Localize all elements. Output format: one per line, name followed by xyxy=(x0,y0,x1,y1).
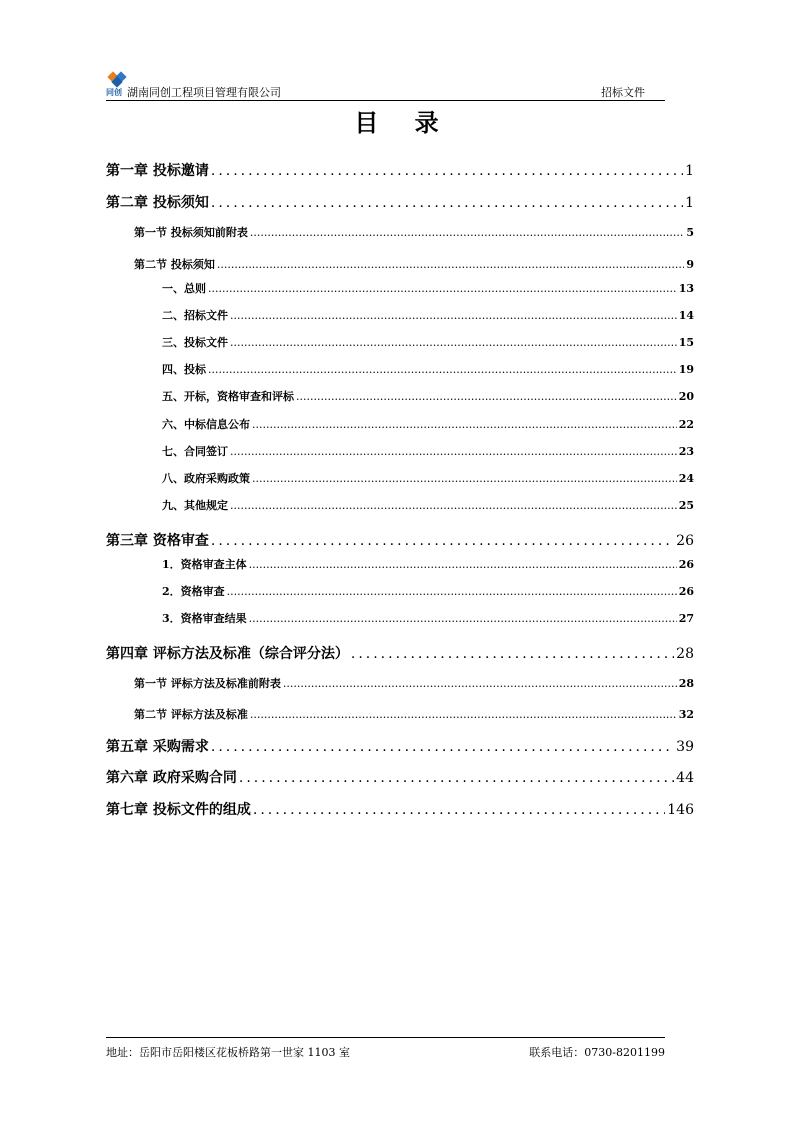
toc-entry-subsection[interactable]: 3．资格审查结果 ..... 27 xyxy=(162,610,694,628)
toc-entry-subsection[interactable]: 七、合同签订 ..... 23 xyxy=(162,443,694,461)
toc-entry-subsection[interactable]: 九、其他规定 ..... 25 xyxy=(162,497,694,515)
toc-entry-section[interactable]: 第一节 投标须知前附表 ..... 5 xyxy=(134,224,694,242)
toc-entry-subsection[interactable]: 八、政府采购政策 ..... 24 xyxy=(162,470,694,488)
toc-entry-chapter-3[interactable]: 第三章 资格审查 ..... 26 xyxy=(106,530,694,554)
toc-entry-chapter-7[interactable]: 第七章 投标文件的组成 ..... 146 xyxy=(106,799,694,823)
toc-entry-section[interactable]: 第二节 评标方法及标准 ..... 32 xyxy=(134,706,694,724)
toc-entry-subsection[interactable]: 六、中标信息公布 ..... 22 xyxy=(162,416,694,434)
logo-mark-icon xyxy=(108,71,126,87)
toc-entry-subsection[interactable]: 2．资格审查 ..... 26 xyxy=(162,583,694,601)
page-header xyxy=(106,70,665,101)
toc-entry-chapter-2[interactable]: 第二章 投标须知 ..... 1 xyxy=(106,192,694,216)
contact-phone: 联系电话：0730-8201199 xyxy=(529,1046,665,1059)
page-footer xyxy=(106,1037,665,1062)
toc-entry-chapter-5[interactable]: 第五章 采购需求 ..... 39 xyxy=(106,736,694,760)
company-name: 湖南同创工程项目管理有限公司 xyxy=(127,86,281,99)
page-title: 目 录 xyxy=(354,108,453,137)
toc-entry-subsection[interactable]: 五、开标，资格审查和评标 ..... 20 xyxy=(162,388,694,406)
toc-entry-subsection[interactable]: 四、投标 ..... 19 xyxy=(162,361,694,379)
toc-entry-chapter-4[interactable]: 第四章 评标方法及标准（综合评分法） ..... 28 xyxy=(106,643,694,667)
toc-entry-chapter-6[interactable]: 第六章 政府采购合同 ..... 44 xyxy=(106,767,694,791)
toc-entry-section[interactable]: 第一节 评标方法及标准前附表 ..... 28 xyxy=(134,675,694,693)
toc-entry-subsection[interactable]: 1．资格审查主体 ..... 26 xyxy=(162,556,694,574)
toc-entry-subsection[interactable]: 二、招标文件 ..... 14 xyxy=(162,307,694,325)
document-type: 招标文件 xyxy=(601,86,645,99)
toc-entry-subsection[interactable]: 一、总则 ..... 13 xyxy=(162,280,694,298)
toc-entry-section[interactable]: 第二节 投标须知 ..... 9 xyxy=(134,256,694,274)
company-address: 地址：岳阳市岳阳楼区花板桥路第一世家 1103 室 xyxy=(106,1046,350,1059)
company-logo xyxy=(106,71,128,97)
logo-text: 同创 xyxy=(106,88,122,97)
toc-entry-chapter-1[interactable]: 第一章 投标邀请 ..... 1 xyxy=(106,160,694,184)
toc-entry-subsection[interactable]: 三、投标文件 ..... 15 xyxy=(162,334,694,352)
